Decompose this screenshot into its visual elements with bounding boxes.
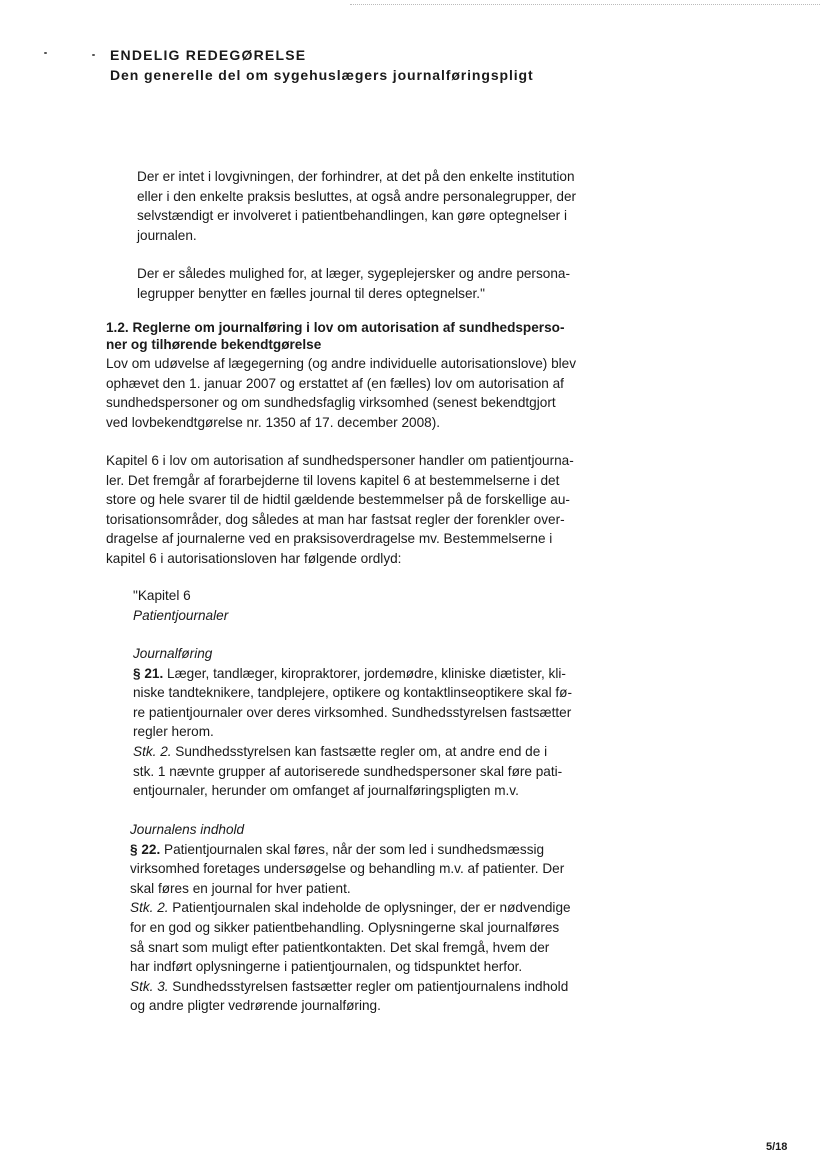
stk-mark: Stk. 2.	[130, 900, 169, 916]
text-line: så snart som muligt efter patientkontakten. Det skal fremgå, hvem der	[130, 939, 550, 955]
section-heading: ner og tilhørende bekendtgørelse	[106, 336, 322, 352]
text-line: ophævet den 1. januar 2007 og erstattet af (en fælles) lov om autorisation af	[106, 375, 564, 391]
law-section-21	[133, 644, 572, 801]
document-title: ENDELIG REDEGØRELSE	[110, 47, 307, 63]
subheading: Journalføring	[133, 646, 213, 661]
text-line: legrupper benytter en fælles journal til deres optegnelser."	[137, 285, 485, 301]
text-line: selvstændigt er involveret i patientbehandlingen, kan gøre optegnelser i	[137, 208, 567, 224]
text-line: Kapitel 6 i lov om autorisation af sundhedspersoner handler om patientjourna-	[106, 453, 574, 468]
text-line	[130, 840, 571, 860]
text-line: ler. Det fremgår af forarbejderne til lovens kapitel 6 at bestemmelserne i det	[106, 472, 560, 488]
text-line: re patientjournaler over deres virksomhed. Sundhedsstyrelsen fastsætter	[133, 704, 572, 720]
document-subtitle: Den generelle del om sygehuslægers journalføringspligt	[110, 67, 534, 83]
text-line: kapitel 6 i autorisationsloven har følgende ordlyd:	[106, 550, 402, 566]
text-span: Sundhedsstyrelsen fastsætter regler om patientjournalens indhold	[168, 978, 569, 994]
scan-edge-line	[350, 4, 820, 6]
text-line: journalen.	[137, 227, 197, 243]
quote-paragraph	[137, 167, 576, 245]
text-line: Der er således mulighed for, at læger, sygeplejersker og andre persona-	[137, 266, 570, 281]
text-line	[130, 977, 571, 997]
quote-paragraph	[137, 264, 570, 303]
section-1-2	[106, 318, 576, 433]
text-line: niske tandteknikere, tandplejere, optikere og kontaktlinseoptikere skal fø-	[133, 685, 573, 701]
scan-speck	[92, 54, 95, 56]
page-number: 5/18	[766, 1141, 788, 1153]
text-line	[130, 898, 571, 918]
text-line: skal føres en journal for hver patient.	[130, 880, 351, 896]
text-line	[133, 664, 572, 684]
text-line: Der er intet i lovgivningen, der forhindrer, at det på den enkelte institution	[137, 169, 575, 184]
subheading: Journalens indhold	[130, 822, 245, 837]
stk-mark: Stk. 2.	[133, 743, 172, 759]
law-section-22	[130, 820, 571, 1016]
text-line: entjournaler, herunder om omfanget af journalføringspligten m.v.	[133, 783, 519, 799]
section-heading: 1.2. Reglerne om journalføring i lov om autorisation af sundhedsperso-	[106, 320, 565, 335]
text-span: Læger, tandlæger, kiropraktorer, jordemødre, kliniske diætister, kli-	[163, 665, 566, 681]
text-line: og andre pligter vedrørende journalføring.	[130, 998, 381, 1014]
paragraph-mark: § 21.	[133, 665, 164, 681]
text-line: store og hele svarer til de hidtil gældende bestemmelser på de forskellige au-	[106, 492, 570, 508]
text-line: for en god og sikker patientbehandling. Oplysningerne skal journalføres	[130, 919, 560, 935]
text-line: ved lovbekendtgørelse nr. 1350 af 17. december 2008).	[106, 414, 441, 430]
text-line	[133, 742, 572, 762]
text-line: har indført oplysningerne i patientjournalen, og tidspunktet herfor.	[130, 959, 523, 975]
text-span: Patientjournalen skal indeholde de oplysninger, der er nødvendige	[168, 900, 571, 916]
text-span: Sundhedsstyrelsen kan fastsætte regler om, at andre end de i	[171, 743, 548, 759]
text-line: sundhedspersoner og om sundhedsfaglig virksomhed (senest bekendtgjort	[106, 395, 556, 411]
section-paragraph	[106, 451, 574, 569]
stk-mark: Stk. 3.	[130, 978, 169, 994]
text-line: dragelse af journalerne ved en praksisoverdragelse mv. Bestemmelserne i	[106, 531, 553, 547]
text-line: regler herom.	[133, 724, 214, 740]
text-line: eller i den enkelte praksis besluttes, at også andre personalegrupper, der	[137, 188, 577, 204]
text-line: virksomhed foretages undersøgelse og behandling m.v. af patienter. Der	[130, 861, 565, 877]
law-chapter	[133, 586, 228, 625]
chapter-label: "Kapitel 6	[133, 588, 191, 603]
document-header	[110, 46, 534, 84]
chapter-title: Patientjournaler	[133, 607, 229, 623]
text-line: torisationsområder, dog således at man har fastsat regler der forenkler over-	[106, 511, 565, 527]
text-line: Lov om udøvelse af lægegerning (og andre individuelle autorisationslove) blev	[106, 356, 577, 372]
paragraph-mark: § 22.	[130, 841, 161, 857]
scan-speck	[44, 52, 47, 54]
text-span: Patientjournalen skal føres, når der som led i sundhedsmæssig	[160, 841, 545, 857]
text-line: stk. 1 nævnte grupper af autoriserede sundhedspersoner skal føre pati-	[133, 763, 563, 779]
